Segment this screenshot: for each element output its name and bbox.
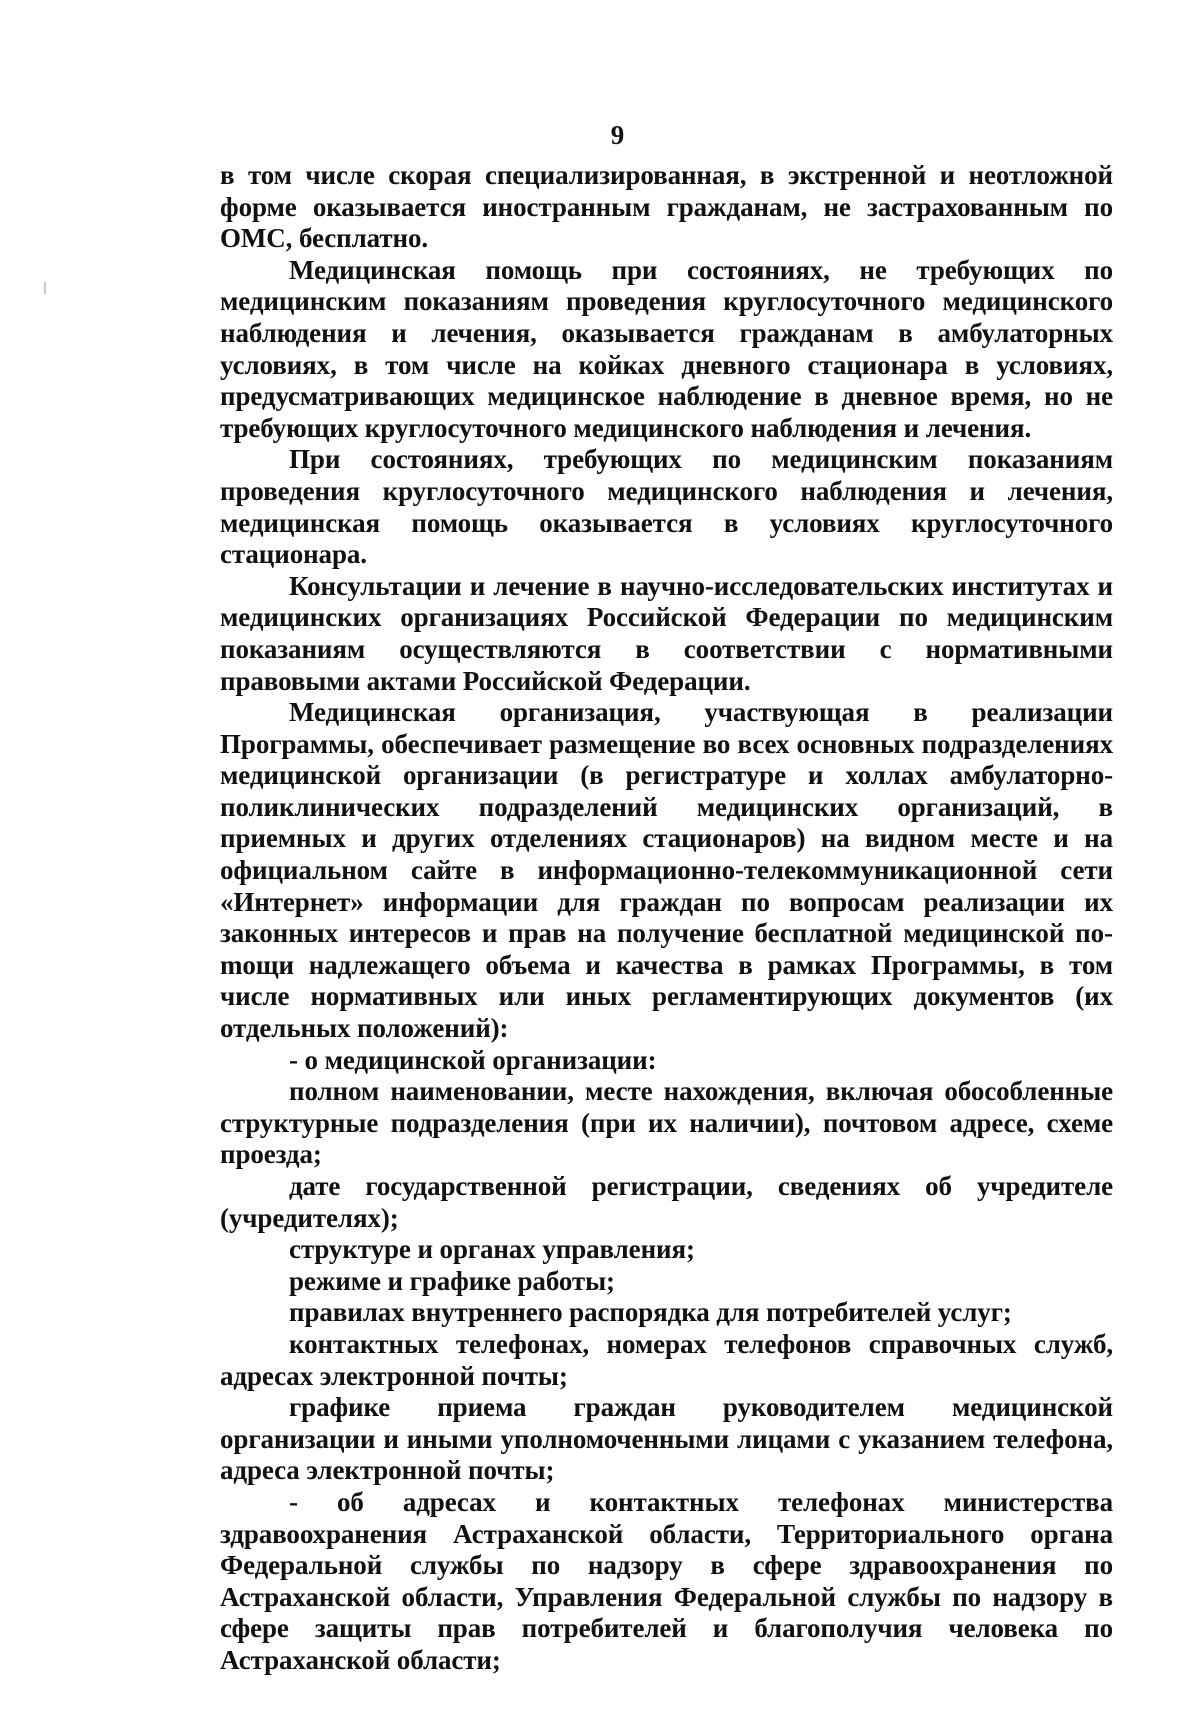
scan-speck bbox=[44, 282, 46, 294]
list-item: структуре и органах управления; bbox=[289, 1234, 695, 1265]
list-item: правилах внутреннего распорядка для потребителей услуг; bbox=[289, 1297, 1012, 1328]
body-text bbox=[220, 160, 1113, 1677]
paragraph: При состояниях, требующих по медицинским показаниям проведения круглосуточного медицинского наблюдения и лечения, медицинская помощь оказывается в условиях круглосуточного стационара. bbox=[220, 444, 1113, 570]
list-item: режиме и графике работы; bbox=[289, 1265, 615, 1296]
paragraph: в том числе скорая специализированная, в экстренной и неотложной форме оказывается иностранным гражданам, не застрахованным по ОМС, бесплатно. bbox=[220, 160, 1113, 254]
list-item: графике приема граждан руководителем медицинской организации и иными уполномоченными лицами с указанием телефона, адреса электронной почты; bbox=[220, 1392, 1113, 1486]
list-heading: - об адресах и контактных телефонах министерства здравоохранения Астраханской области, Территориального органа Федеральной службы по надзору в сфере здравоохранения по Астраханской области, Управления Федеральной службы по надзору в сфере защиты прав потребителей и благополучия человека по Астраханской области; bbox=[220, 1486, 1113, 1675]
list-heading: - о медицинской организации: bbox=[289, 1044, 657, 1075]
page-number: 9 bbox=[610, 120, 625, 150]
list-item: полном наименовании, месте нахождения, включая обособленные структурные подразделения (при их наличии), почтовом адресе, схеме проезда; bbox=[220, 1076, 1113, 1170]
list-item: контактных телефонах, номерах телефонов справочных служб, адресах электронной почты; bbox=[220, 1328, 1113, 1391]
list-item: дате государственной регистрации, сведениях об учредителе (учредителях); bbox=[220, 1171, 1113, 1233]
paragraph: Консультации и лечение в научно-исследовательских институтах и медицинских организациях Российской Федерации по медицинским показаниям осуществляются в соответствии с нормативными правовыми актами Российской Федерации. bbox=[220, 570, 1113, 696]
paragraph: Медицинская помощь при состояниях, не требующих по медицинским показаниям проведения круглосуточного медицинского наблюдения и лечения, оказывается гражданам в амбулаторных условиях, в том числе на койках дневного стационара в условиях, предусматривающих медицинское наблюдение в дневное время, но не требующих круглосуточного медицинского наблюдения и лечения. bbox=[220, 254, 1113, 443]
paragraph: Медицинская организация, участвующая в реализации Программы, обеспечивает размещение во всех основных подразделениях медицинской организации (в регистратуре и холлах амбулаторно-поликлинических подразделений медицинских организаций, в приемных и других отделениях стационаров) на видном месте и на официальном сайте в информационно-телекоммуникационной сети «Интернет» информации для граждан по вопросам реализации их законных интересов и прав на получение бесплатной медицинской поmощи надлежащего объема и качества в рамках Программы, в том числе нормативных или иных регламентирующих документов (их отдельных положений): bbox=[220, 697, 1113, 1044]
